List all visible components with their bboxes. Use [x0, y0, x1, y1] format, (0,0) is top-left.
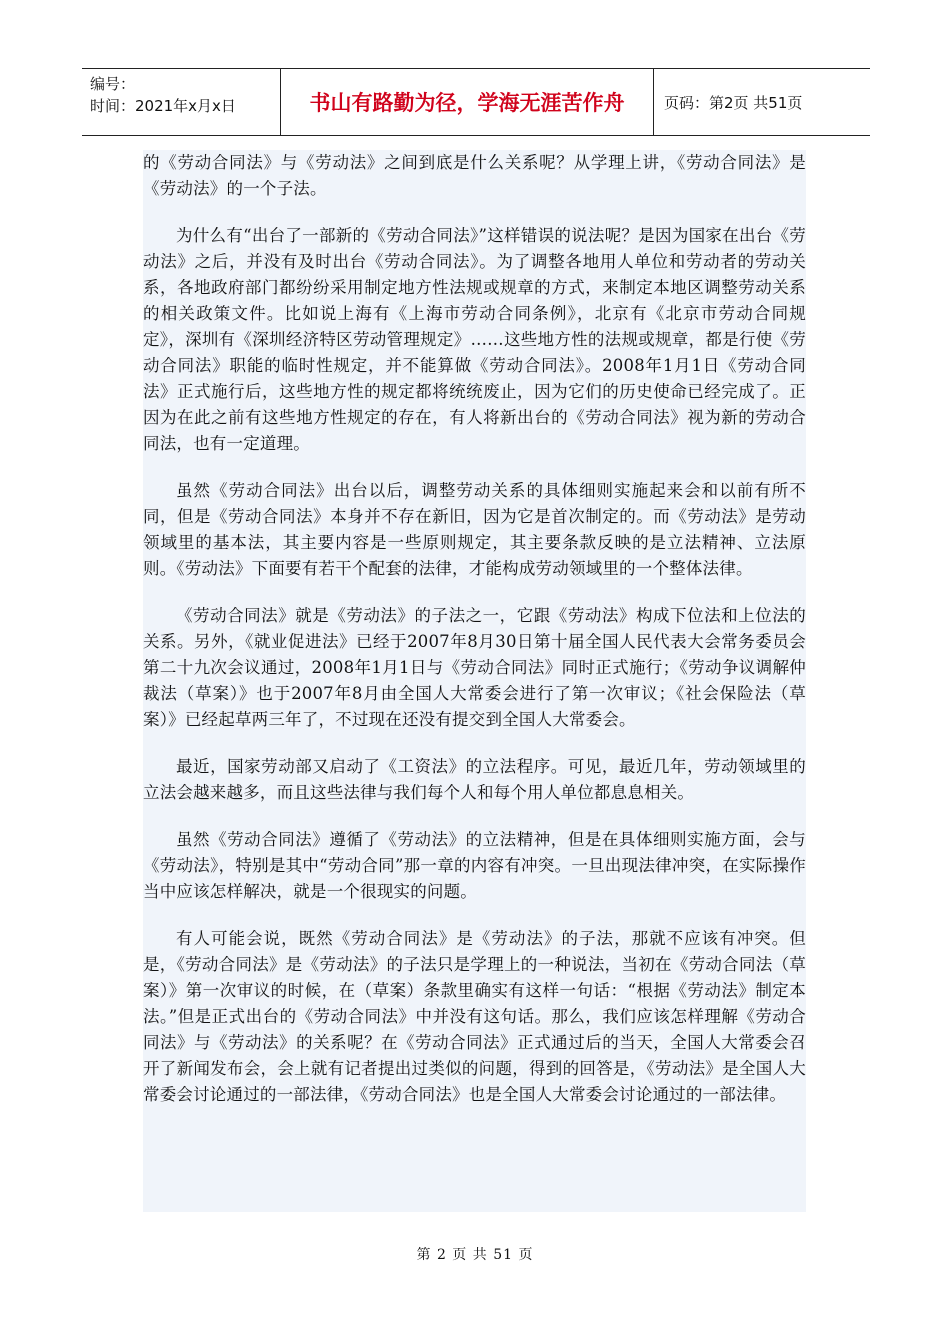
paragraph-6: 虽然《劳动合同法》遵循了《劳动法》的立法精神，但是在具体细则实施方面，会与《劳动法》，特别是其中“劳动合同”那一章的内容有冲突。一旦出现法律冲突，在实际操作当中应该怎样解决，就是一个很现实的问题。 — [143, 830, 806, 901]
paragraph-4: 《劳动合同法》就是《劳动法》的子法之一，它跟《劳动法》构成下位法和上位法的关系。另外，《就业促进法》已经于2007年8月30日第十届全国人民代表大会常务委员会第二十九次会议通过，2008年1月1日与《劳动合同法》同时正式施行；《劳动争议调解仲裁法（草案）》也于2007年8月由全国人大常委会进行了第一次审议；《社会保险法（草案）》已经起草两三年了，不过现在还没有提交到全国人大常委会。 — [143, 606, 806, 729]
header-page-info: 页码：第2页 共51页 — [664, 93, 803, 112]
paragraph-3: 虽然《劳动合同法》出台以后，调整劳动关系的具体细则实施起来会和以前有所不同，但是《劳动合同法》本身并不存在新旧，因为它是首次制定的。而《劳动法》是劳动领域里的基本法，其主要内容是一些原则规定，其主要条款反映的是立法精神、立法原则。《劳动法》下面要有若干个配套的法律，才能构成劳动领域里的一个整体法律。 — [143, 481, 806, 578]
document-body — [143, 150, 806, 1212]
header-meta — [82, 69, 280, 135]
paragraph-5: 最近，国家劳动部又启动了《工资法》的立法程序。可见，最近几年，劳动领域里的立法会越来越多，而且这些法律与我们每个人和每个用人单位都息息相关。 — [143, 757, 806, 802]
page-header — [82, 68, 870, 136]
paragraph-1: 的《劳动合同法》与《劳动法》之间到底是什么关系呢？从学理上讲，《劳动合同法》是《劳动法》的一个子法。 — [143, 153, 806, 198]
paragraph-7: 有人可能会说，既然《劳动合同法》是《劳动法》的子法，那就不应该有冲突。但是，《劳动合同法》是《劳动法》的子法只是学理上的一种说法，当初在《劳动合同法（草案）》第一次审议的时候，在（草案）条款里确实有这样一句话：“根据《劳动法》制定本法。”但是正式出台的《劳动合同法》中并没有这句话。那么，我们应该怎样理解《劳动合同法》与《劳动法》的关系呢？在《劳动合同法》正式通过后的当天，全国人大常委会召开了新闻发布会，会上就有记者提出过类似的问题，得到的回答是，《劳动法》是全国人大常委会讨论通过的一部法律，《劳动合同法》也是全国人大常委会讨论通过的一部法律。 — [143, 929, 806, 1104]
page-footer: 第 2 页 共 51 页 — [416, 1247, 534, 1263]
number-label: 编号： — [90, 75, 136, 93]
date-label: 时间：2021年x月x日 — [90, 97, 236, 115]
paragraph-2: 为什么有“出台了一部新的《劳动合同法》”这样错误的说法呢？是因为国家在出台《劳动法》之后，并没有及时出台《劳动合同法》。为了调整各地用人单位和劳动者的劳动关系，各地政府部门都纷纷采用制定地方性法规或规章的方式，来制定本地区调整劳动关系的相关政策文件。比如说上海有《上海市劳动合同条例》，北京有《北京市劳动合同规定》，深圳有《深圳经济特区劳动管理规定》……这些地方性的法规或规章，都是行使《劳动合同法》职能的临时性规定，并不能算做《劳动合同法》。2008年1月1日《劳动合同法》正式施行后，这些地方性的规定都将统统废止，因为它们的历史使命已经完成了。正因为在此之前有这些地方性规定的存在，有人将新出台的《劳动合同法》视为新的劳动合同法，也有一定道理。 — [143, 226, 806, 453]
header-motto: 书山有路勤为径，学海无涯苦作舟 — [280, 69, 654, 135]
